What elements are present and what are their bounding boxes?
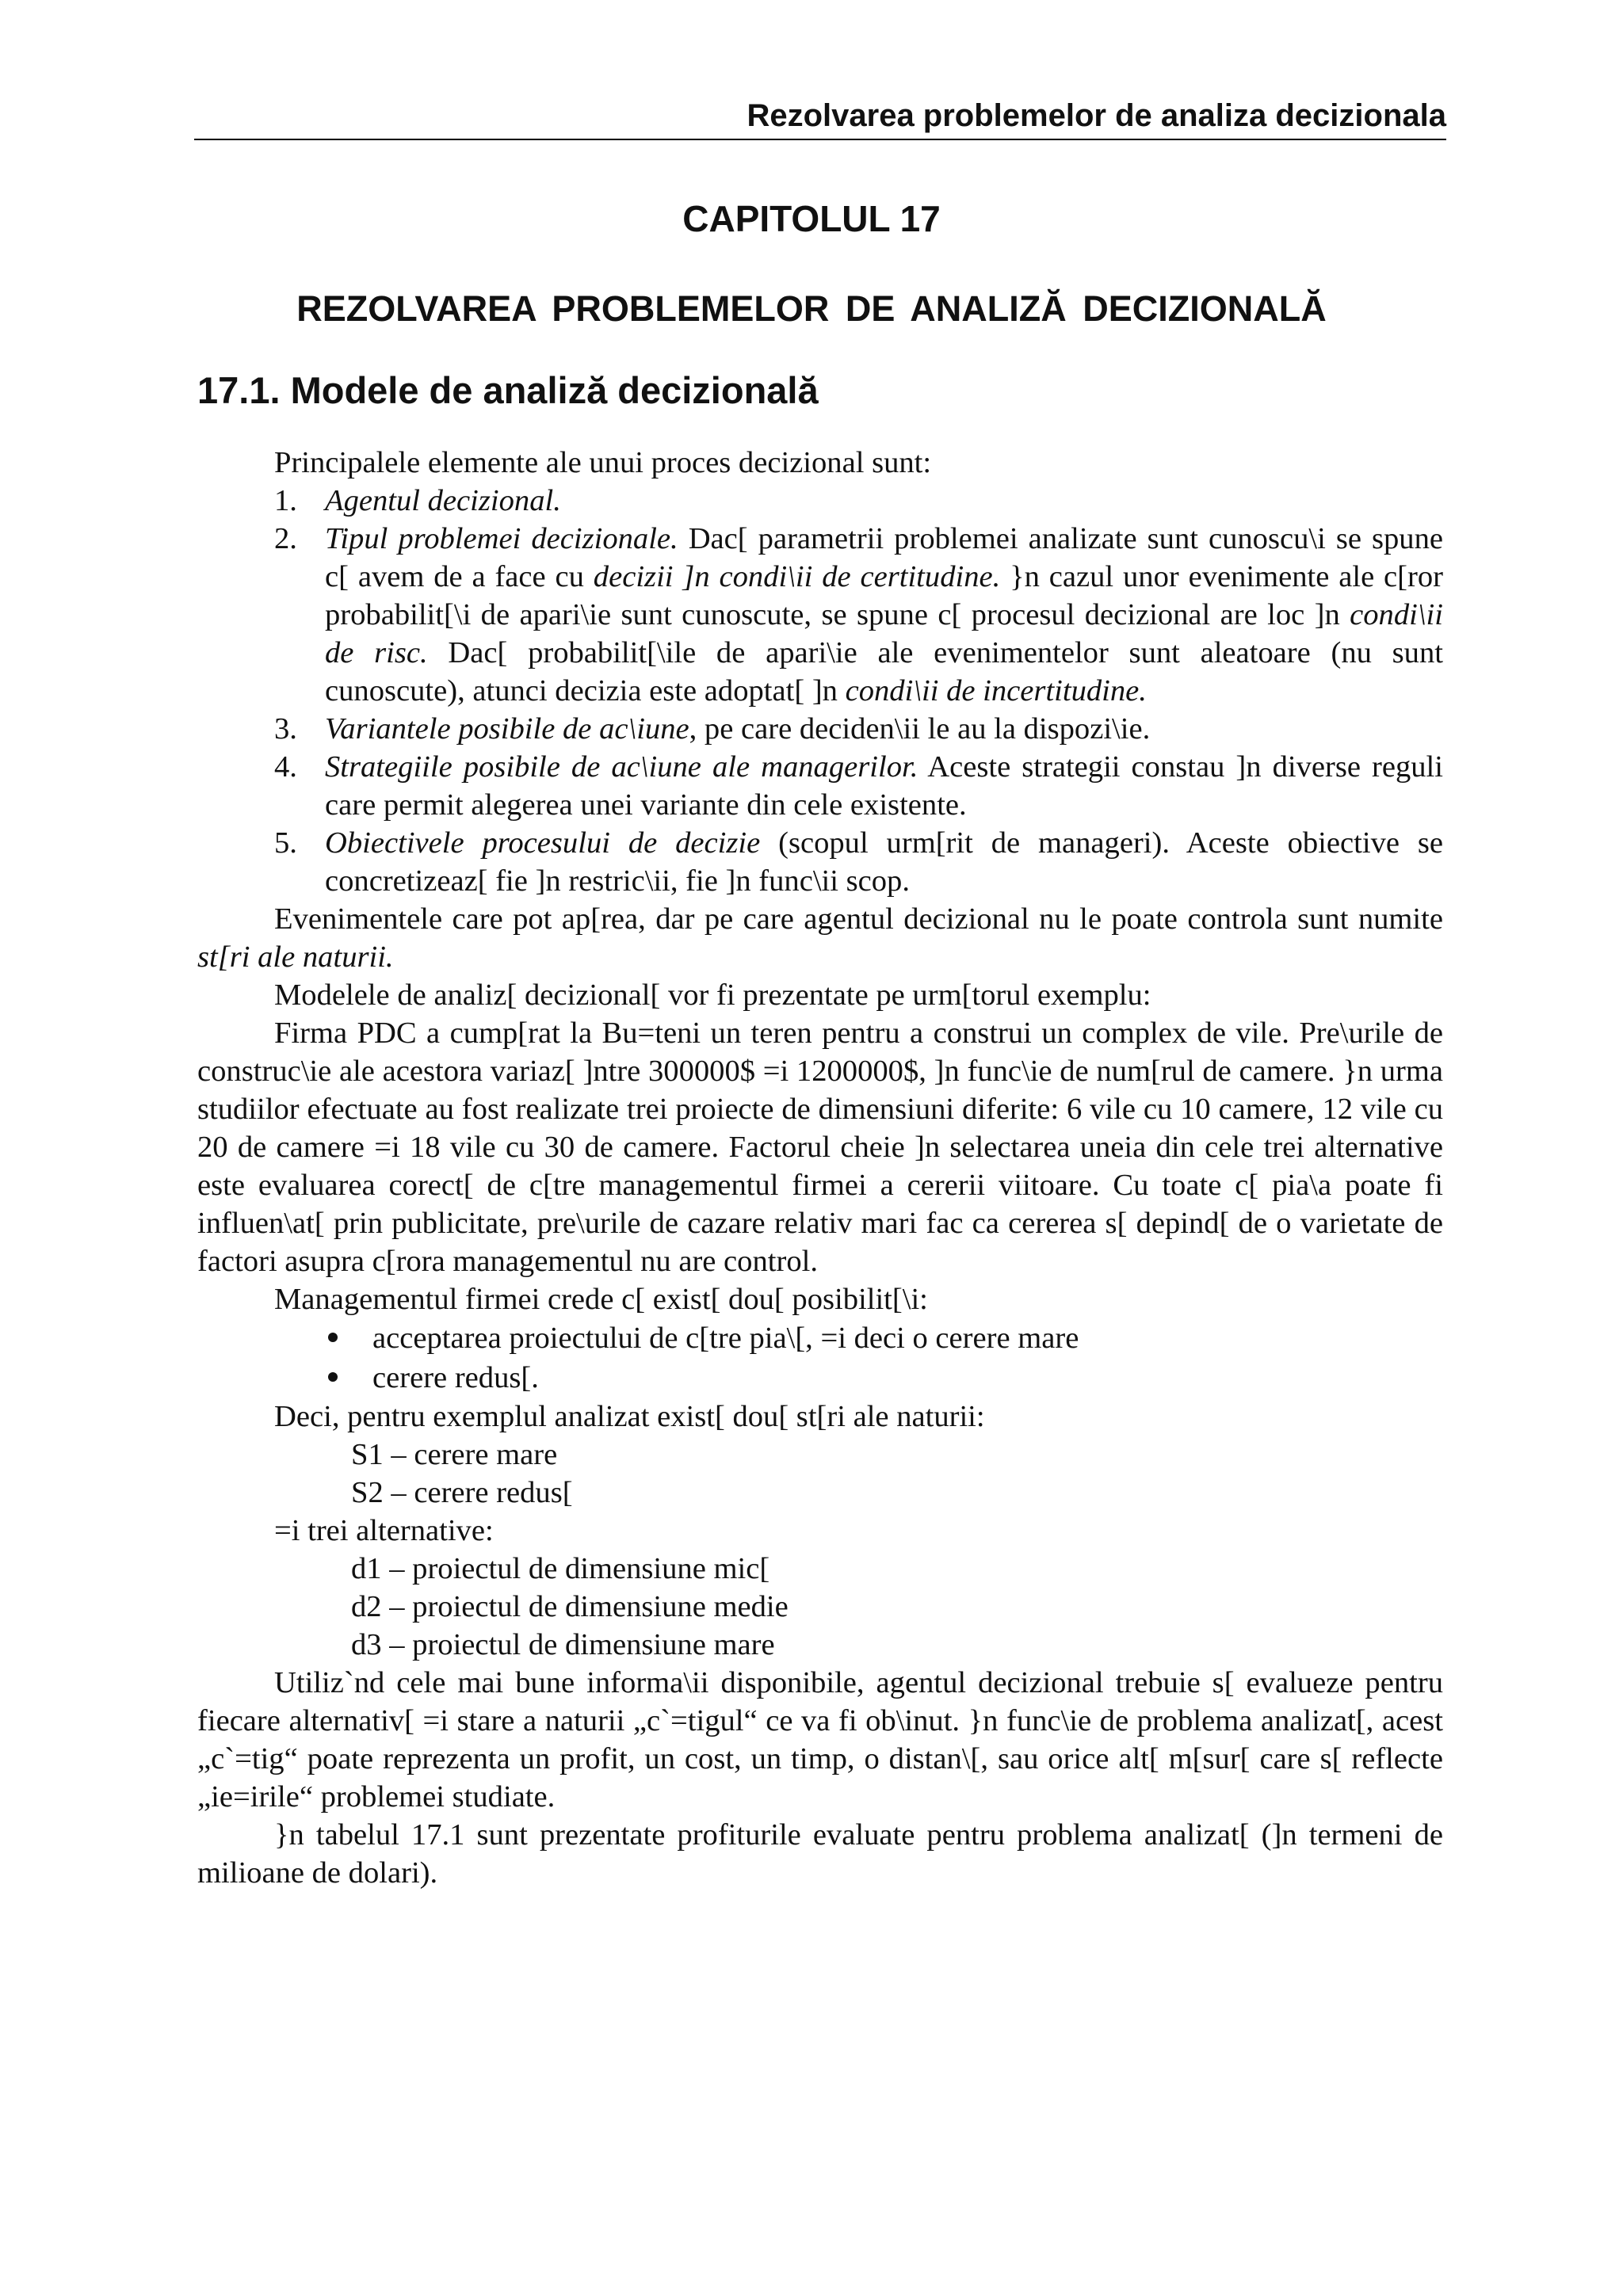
alternative-item: d2 – proiectul de dimensiune medie	[351, 1590, 789, 1623]
list-number: 1.	[274, 484, 297, 517]
models-paragraph: Modelele de analiz[ decizional[ vor fi prezentate pe urm[torul exemplu:	[274, 978, 1151, 1012]
list-item	[197, 520, 1443, 710]
possibilities-list	[197, 1318, 1443, 1398]
bullet-icon	[328, 1333, 338, 1342]
state-item: S1 – cerere mare	[351, 1438, 558, 1471]
list-number: 4.	[274, 750, 297, 784]
list-item-text: Aceste strategii constau ]n diverse reguli care permit alegerea unei variante din cele existente.	[325, 750, 1443, 822]
alternative-item: d3 – proiectul de dimensiune mare	[351, 1628, 775, 1661]
states-intro: Deci, pentru exemplul analizat exist[ dou[ st[ri ale naturii:	[274, 1400, 985, 1433]
list-item-text: , pe care deciden\ii le au la dispozi\ie.	[689, 712, 1151, 746]
list-item-term: Tipul problemei decizionale.	[325, 522, 678, 555]
list-item-text: (scopul urm[rit de manageri). Aceste obiective se concretizeaz[ fie ]n restric\ii, fie ]n func\ii scop.	[325, 826, 1443, 898]
list-number: 2.	[274, 522, 297, 555]
alternative-item: d1 – proiectul de dimensiune mic[	[351, 1552, 770, 1585]
list-item	[197, 824, 1443, 900]
emphasis: st[ri ale naturii.	[197, 940, 394, 974]
chapter-title: REZOLVAREA PROBLEMELOR DE ANALIZĂ DECIZIONALĂ	[296, 288, 1327, 329]
body-text	[197, 444, 1443, 1892]
list-item-term: Agentul decizional.	[325, 484, 561, 517]
emphasis: condi\ii de incertitudine.	[845, 674, 1147, 707]
bullet-item	[197, 1318, 1443, 1358]
list-number: 5.	[274, 826, 297, 860]
list-item	[197, 710, 1443, 748]
payoff-paragraph: Utiliz`nd cele mai bune informa\ii disponibile, agentul decizional trebuie s[ evalueze pentru fiecare alternativ[ =i stare a naturii „c`=tigul“ ce va fi ob\inut. }n func\ie de problema analizat[, acest „c`=tig“ poate reprezenta un profit, un cost, un timp, o distan\[, sau orice alt[ m[sur[ care s[ reflecte „ie=irile“ problemei studiate.	[197, 1666, 1443, 1814]
list-item-term: Obiectivele procesului de decizie	[325, 826, 761, 860]
intro-paragraph: Principalele elemente ale unui proces decizional sunt:	[274, 446, 932, 479]
paragraph-text: Evenimentele care pot ap[rea, dar pe care agentul decizional nu le poate controla sunt numite	[274, 902, 1443, 936]
list-item-text: Dac[ parametrii problemei analizate sunt cunoscu\i se spune c[ avem de a face cu	[325, 522, 1443, 593]
running-header: Rezolvarea problemelor de analiza decizionala	[747, 98, 1446, 133]
bullet-text: cerere redus[.	[372, 1361, 539, 1394]
header-rule	[194, 139, 1446, 140]
example-paragraph: Firma PDC a cump[rat la Bu=teni un teren pentru a construi un complex de vile. Pre\urile de construc\ie ale acestora variaz[ ]ntre 300000$ =i 1200000$, ]n func\ie de num[rul de camere. }n urma studiilor efectuate au fost realizate trei proiecte de dimensiuni diferite: 6 vile cu 10 camere, 12 vile cu 20 de camere =i 18 vile cu 30 de camere. Factorul cheie ]n selectarea uneia din cele trei alternative este evaluarea corect[ de c[tre managementul firmei a cererii viitoare. Cu toate c[ pia\a poate fi influen\at[ prin publicitate, pre\urile de cazare relativ mari fac ca cererea s[ depind[ de o varietate de factori asupra c[rora managementul nu are control.	[197, 1016, 1443, 1278]
list-item-term: Strategiile posibile de ac\iune ale managerilor.	[325, 750, 918, 784]
bullet-icon	[328, 1372, 338, 1382]
list-item-text: }n cazul unor evenimente ale c[ror probabilit[\i de apari\ie sunt cunoscute, se spune c[ procesul decizional are loc ]n	[325, 560, 1444, 631]
events-paragraph	[197, 900, 1443, 976]
list-number: 3.	[274, 712, 297, 746]
state-item: S2 – cerere redus[	[351, 1476, 573, 1509]
emphasis: decizii ]n condi\ii de certitudine.	[593, 560, 1001, 593]
list-item	[197, 748, 1443, 824]
chapter-label: CAPITOLUL 17	[682, 198, 941, 239]
section-heading: 17.1. Modele de analiză decizională	[197, 369, 819, 411]
alternatives-intro: =i trei alternative:	[274, 1514, 494, 1547]
list-item-term: Variantele posibile de ac\iune	[325, 712, 689, 746]
management-paragraph: Managementul firmei crede c[ exist[ dou[ posibilit[\i:	[274, 1283, 928, 1316]
bullet-item	[197, 1358, 1443, 1398]
list-item	[197, 482, 1443, 520]
table-reference-paragraph: }n tabelul 17.1 sunt prezentate profiturile evaluate pentru problema analizat[ (]n termeni de milioane de dolari).	[197, 1818, 1443, 1890]
emphasis: condi\ii de risc.	[325, 598, 1443, 669]
bullet-text: acceptarea proiectului de c[tre pia\[, =i deci o cerere mare	[372, 1322, 1079, 1355]
list-item-text: Dac[ probabilit[\ile de apari\ie ale evenimentelor sunt aleatoare (nu sunt cunoscute), atunci decizia este adoptat[ ]n	[325, 636, 1443, 707]
elements-list	[197, 482, 1443, 900]
